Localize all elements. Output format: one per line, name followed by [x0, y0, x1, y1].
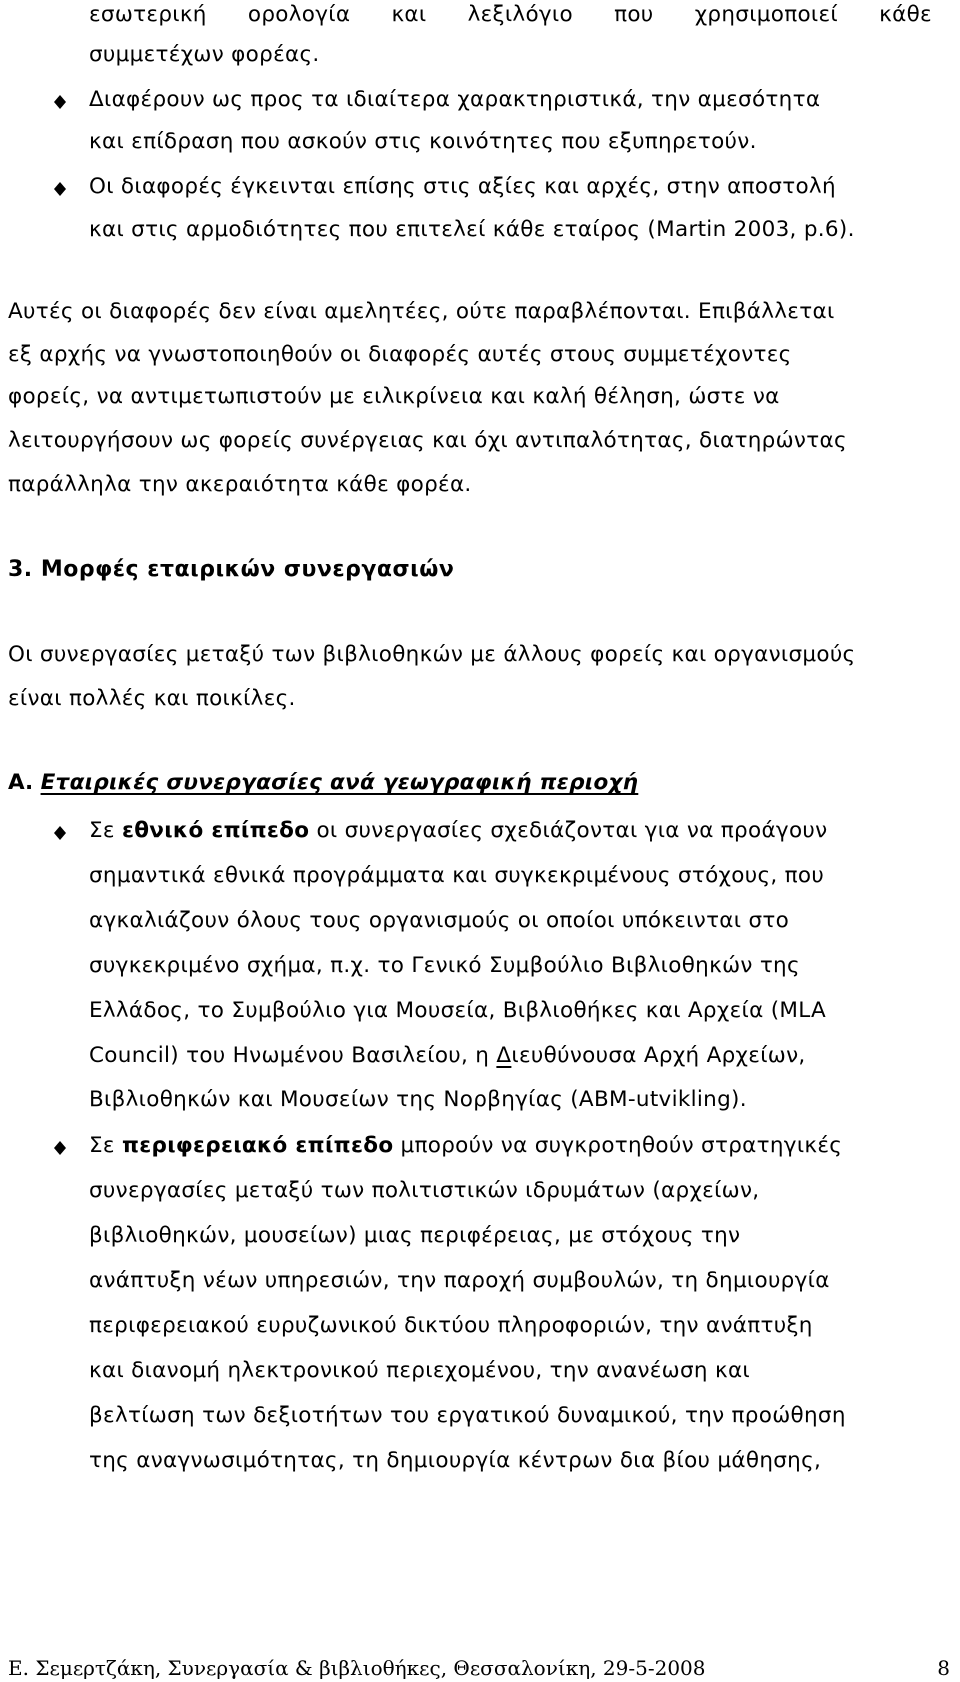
word: κάθε: [879, 2, 932, 27]
paragraph-1-line-5: παράλληλα την ακεραιότητα κάθε φορέα.: [8, 472, 472, 497]
paragraph-1-line-2: εξ αρχής να γνωστοποιηθούν οι διαφορές αυτές στους συμμετέχοντες: [8, 342, 792, 367]
regional-line-3: βιβλιοθηκών, μουσείων) μιας περιφέρειας, με στόχους την: [89, 1223, 741, 1248]
national-line-1: [89, 818, 827, 843]
word: που: [614, 2, 654, 27]
regional-line-1-rest: μπορούν να συγκροτηθούν στρατηγικές: [400, 1133, 843, 1158]
word: εσωτερική: [89, 2, 207, 27]
underlined-letter: Δ: [496, 1043, 512, 1068]
list-item-1-line-1: [89, 2, 932, 27]
regional-line-6: και διανομή ηλεκτρονικού περιεχομένου, την ανανέωση και: [89, 1358, 750, 1383]
regional-level-term: περιφερειακό επίπεδο: [121, 1133, 394, 1158]
regional-line-7: βελτίωση των δεξιοτήτων του εργατικού δυναμικού, την προώθηση: [89, 1403, 846, 1428]
diamond-bullet-icon: [54, 1141, 66, 1155]
diamond-bullet-icon: [54, 182, 66, 196]
list-item-1-line-2: συμμετέχων φορέας.: [89, 42, 320, 67]
national-line-6-post: ιευθύνουσα Αρχή Αρχείων,: [511, 1043, 806, 1068]
national-level-term: εθνικό επίπεδο: [121, 818, 310, 843]
word: ορολογία: [247, 2, 351, 27]
subsection-label: Α.: [8, 770, 34, 795]
list-item-3-line-1: Οι διαφορές έγκεινται επίσης στις αξίες και αρχές, στην αποστολή: [89, 174, 836, 199]
page-number: 8: [937, 1656, 950, 1680]
national-pre: Σε: [89, 818, 115, 843]
subsection-heading: [8, 770, 638, 795]
list-item-2-line-1: Διαφέρουν ως προς τα ιδιαίτερα χαρακτηριστικά, την αμεσότητα: [89, 87, 821, 112]
regional-line-1: [89, 1133, 842, 1158]
regional-pre: Σε: [89, 1133, 115, 1158]
national-line-2: σημαντικά εθνικά προγράμματα και συγκεκριμένους στόχους, που: [89, 863, 825, 888]
word: λεξιλόγιο: [467, 2, 573, 27]
list-item-3-line-2: και στις αρμοδιότητες που επιτελεί κάθε εταίρος (Martin 2003, p.6).: [89, 217, 855, 242]
word: και: [391, 2, 427, 27]
subsection-title: Εταιρικές συνεργασίες ανά γεωγραφική περιοχή: [40, 770, 639, 795]
regional-line-4: ανάπτυξη νέων υπηρεσιών, την παροχή συμβουλών, τη δημιουργία: [89, 1268, 830, 1293]
regional-line-5: περιφερειακού ευρυζωνικού δικτύου πληροφοριών, την ανάπτυξη: [89, 1313, 813, 1338]
list-item-2-line-2: και επίδραση που ασκούν στις κοινότητες που εξυπηρετούν.: [89, 129, 757, 154]
paragraph-2-line-2: είναι πολλές και ποικίλες.: [8, 686, 296, 711]
footer-citation: Ε. Σεμερτζάκη, Συνεργασία & βιβλιοθήκες, Θεσσαλονίκη, 29-5-2008: [8, 1656, 706, 1680]
paragraph-1-line-3: φορείς, να αντιμετωπιστούν με ειλικρίνεια και καλή θέληση, ώστε να: [8, 384, 780, 409]
word: χρησιμοποιεί: [694, 2, 838, 27]
regional-line-8: της αναγνωσιμότητας, τη δημιουργία κέντρων δια βίου μάθησης,: [89, 1448, 822, 1473]
regional-line-2: συνεργασίες μεταξύ των πολιτιστικών ιδρυμάτων (αρχείων,: [89, 1178, 760, 1203]
national-line-5: Ελλάδος, το Συμβούλιο για Μουσεία, Βιβλιοθήκες και Αρχεία (MLA: [89, 998, 827, 1023]
page-footer: [8, 1656, 950, 1680]
national-line-6-pre: Council) του Ηνωμένου Βασιλείου, η: [89, 1043, 497, 1068]
national-line-1-rest: οι συνεργασίες σχεδιάζονται για να προάγουν: [316, 818, 828, 843]
section-heading: 3. Μορφές εταιρικών συνεργασιών: [8, 557, 455, 582]
national-line-7: Βιβλιοθηκών και Μουσείων της Νορβηγίας (ABM-utvikling).: [89, 1087, 747, 1112]
paragraph-2-line-1: Οι συνεργασίες μεταξύ των βιβλιοθηκών με άλλους φορείς και οργανισμούς: [8, 642, 856, 667]
paragraph-1-line-1: Αυτές οι διαφορές δεν είναι αμελητέες, ούτε παραβλέπονται. Επιβάλλεται: [8, 299, 835, 324]
national-line-3: αγκαλιάζουν όλους τους οργανισμούς οι οποίοι υπόκεινται στο: [89, 908, 790, 933]
diamond-bullet-icon: [54, 826, 66, 840]
diamond-bullet-icon: [54, 95, 66, 109]
national-line-4: συγκεκριμένο σχήμα, π.χ. το Γενικό Συμβούλιο Βιβλιοθηκών της: [89, 953, 800, 978]
national-line-6: [89, 1043, 806, 1068]
paragraph-1-line-4: λειτουργήσουν ως φορείς συνέργειας και όχι αντιπαλότητας, διατηρώντας: [8, 428, 847, 453]
